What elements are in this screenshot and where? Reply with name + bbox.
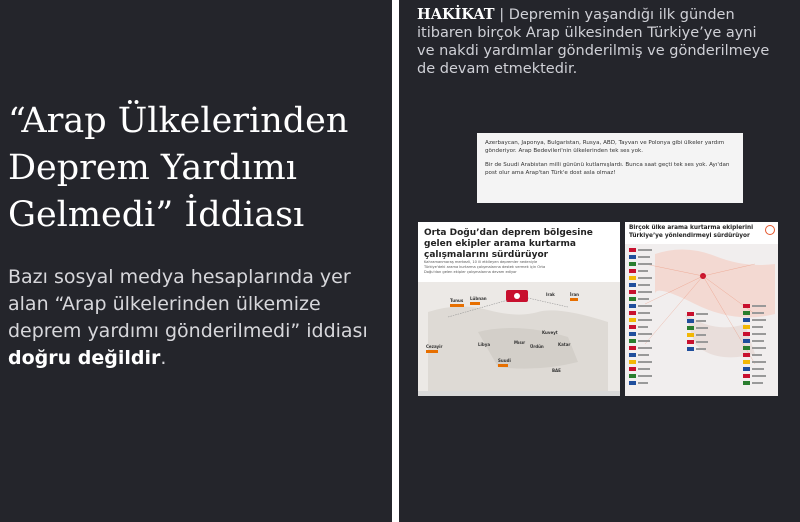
label-country-7: Mısır — [514, 340, 526, 345]
label-country-4: İran — [570, 292, 580, 297]
infographic-footer — [418, 391, 620, 396]
team-bar — [570, 298, 578, 301]
team-bar — [470, 302, 480, 305]
fact-text: Depremin yaşandığı ilk günden itibaren birçok Arap ülkesinden Türkiye’ye ayni ve nakdi yardımlar gönderilmiş ve gönderilmeye de devam etmektedir. — [417, 7, 770, 77]
team-bar — [498, 364, 508, 367]
tweet-screenshot — [477, 133, 743, 203]
world-map — [625, 244, 778, 396]
label-country-2: Lübnan — [470, 296, 487, 301]
claim-subtitle-text: Bazı sosyal medya hesaplarında yer alan “Arap ülkelerinden ülkemize deprem yardımı gönderilmedi” iddiası — [8, 266, 368, 342]
team-bar — [450, 304, 464, 307]
label-country-8: Ürdün — [530, 344, 544, 349]
label-country-9: Suudi — [498, 358, 511, 363]
infographic-title: Orta Doğu’dan deprem bölgesine gelen ekipler arama kurtarma çalışmalarını sürdürüyor — [424, 228, 593, 260]
claim-title: “Arap Ülkelerinden Deprem Yardımı Gelmedi” İddiası — [8, 101, 349, 235]
tweet-paragraph-2: Bir de Suudi Arabistan milli gününü kutlamışlardı. Bunca saat geçti tek ses yok. Ayı'dan post olur ama Arap'tan Türk'e dost asla olmaz! — [485, 162, 730, 176]
label-country-1: Tunus — [450, 298, 464, 303]
infographic-world — [625, 222, 778, 396]
infographic-note: Kahramanmaraş merkezli, 10 ili etkileyen depremler nedeniyle Türkiye'deki arama kurtarma çalışmalarına destek vermek için Orta Doğu'dan gelen ekipler çalışmalarına devam ediyor — [424, 260, 546, 274]
label-country-5: Cezayir — [426, 344, 443, 349]
claim-panel — [0, 0, 392, 522]
fact-separator: | — [494, 7, 509, 23]
team-bar — [426, 350, 438, 353]
label-country-10: Katar — [558, 342, 571, 347]
map-graphic — [418, 282, 620, 396]
agency-logo-icon — [765, 225, 775, 235]
infographic-world-title: Birçok ülke arama kurtarma ekiplerini Türkiye’ye yönlendirmeyi sürdürüyor — [629, 225, 754, 239]
tweet-paragraph-1: Azerbaycan, Japonya, Bulgaristan, Rusya, ABD, Tayvan ve Polonya gibi ülkeler yardım gönderiyor. Arap Bedevileri'nin ülkelerinden tek ses yok. — [485, 140, 725, 154]
middle-east-map — [418, 282, 620, 396]
label-country-3: Irak — [546, 292, 555, 297]
fact-text-block — [417, 6, 777, 78]
fact-panel — [399, 0, 800, 522]
label-country-12: BAE — [552, 368, 561, 373]
claim-subtitle-end: . — [160, 347, 167, 369]
fact-tag: HAKİKAT — [417, 6, 495, 23]
claim-verdict: doğru değildir — [8, 347, 161, 369]
label-country-6: Libya — [478, 342, 491, 347]
label-country-11: Kuveyt — [542, 330, 558, 335]
infographic-middle-east — [418, 222, 620, 396]
claim-subtitle — [8, 264, 368, 372]
